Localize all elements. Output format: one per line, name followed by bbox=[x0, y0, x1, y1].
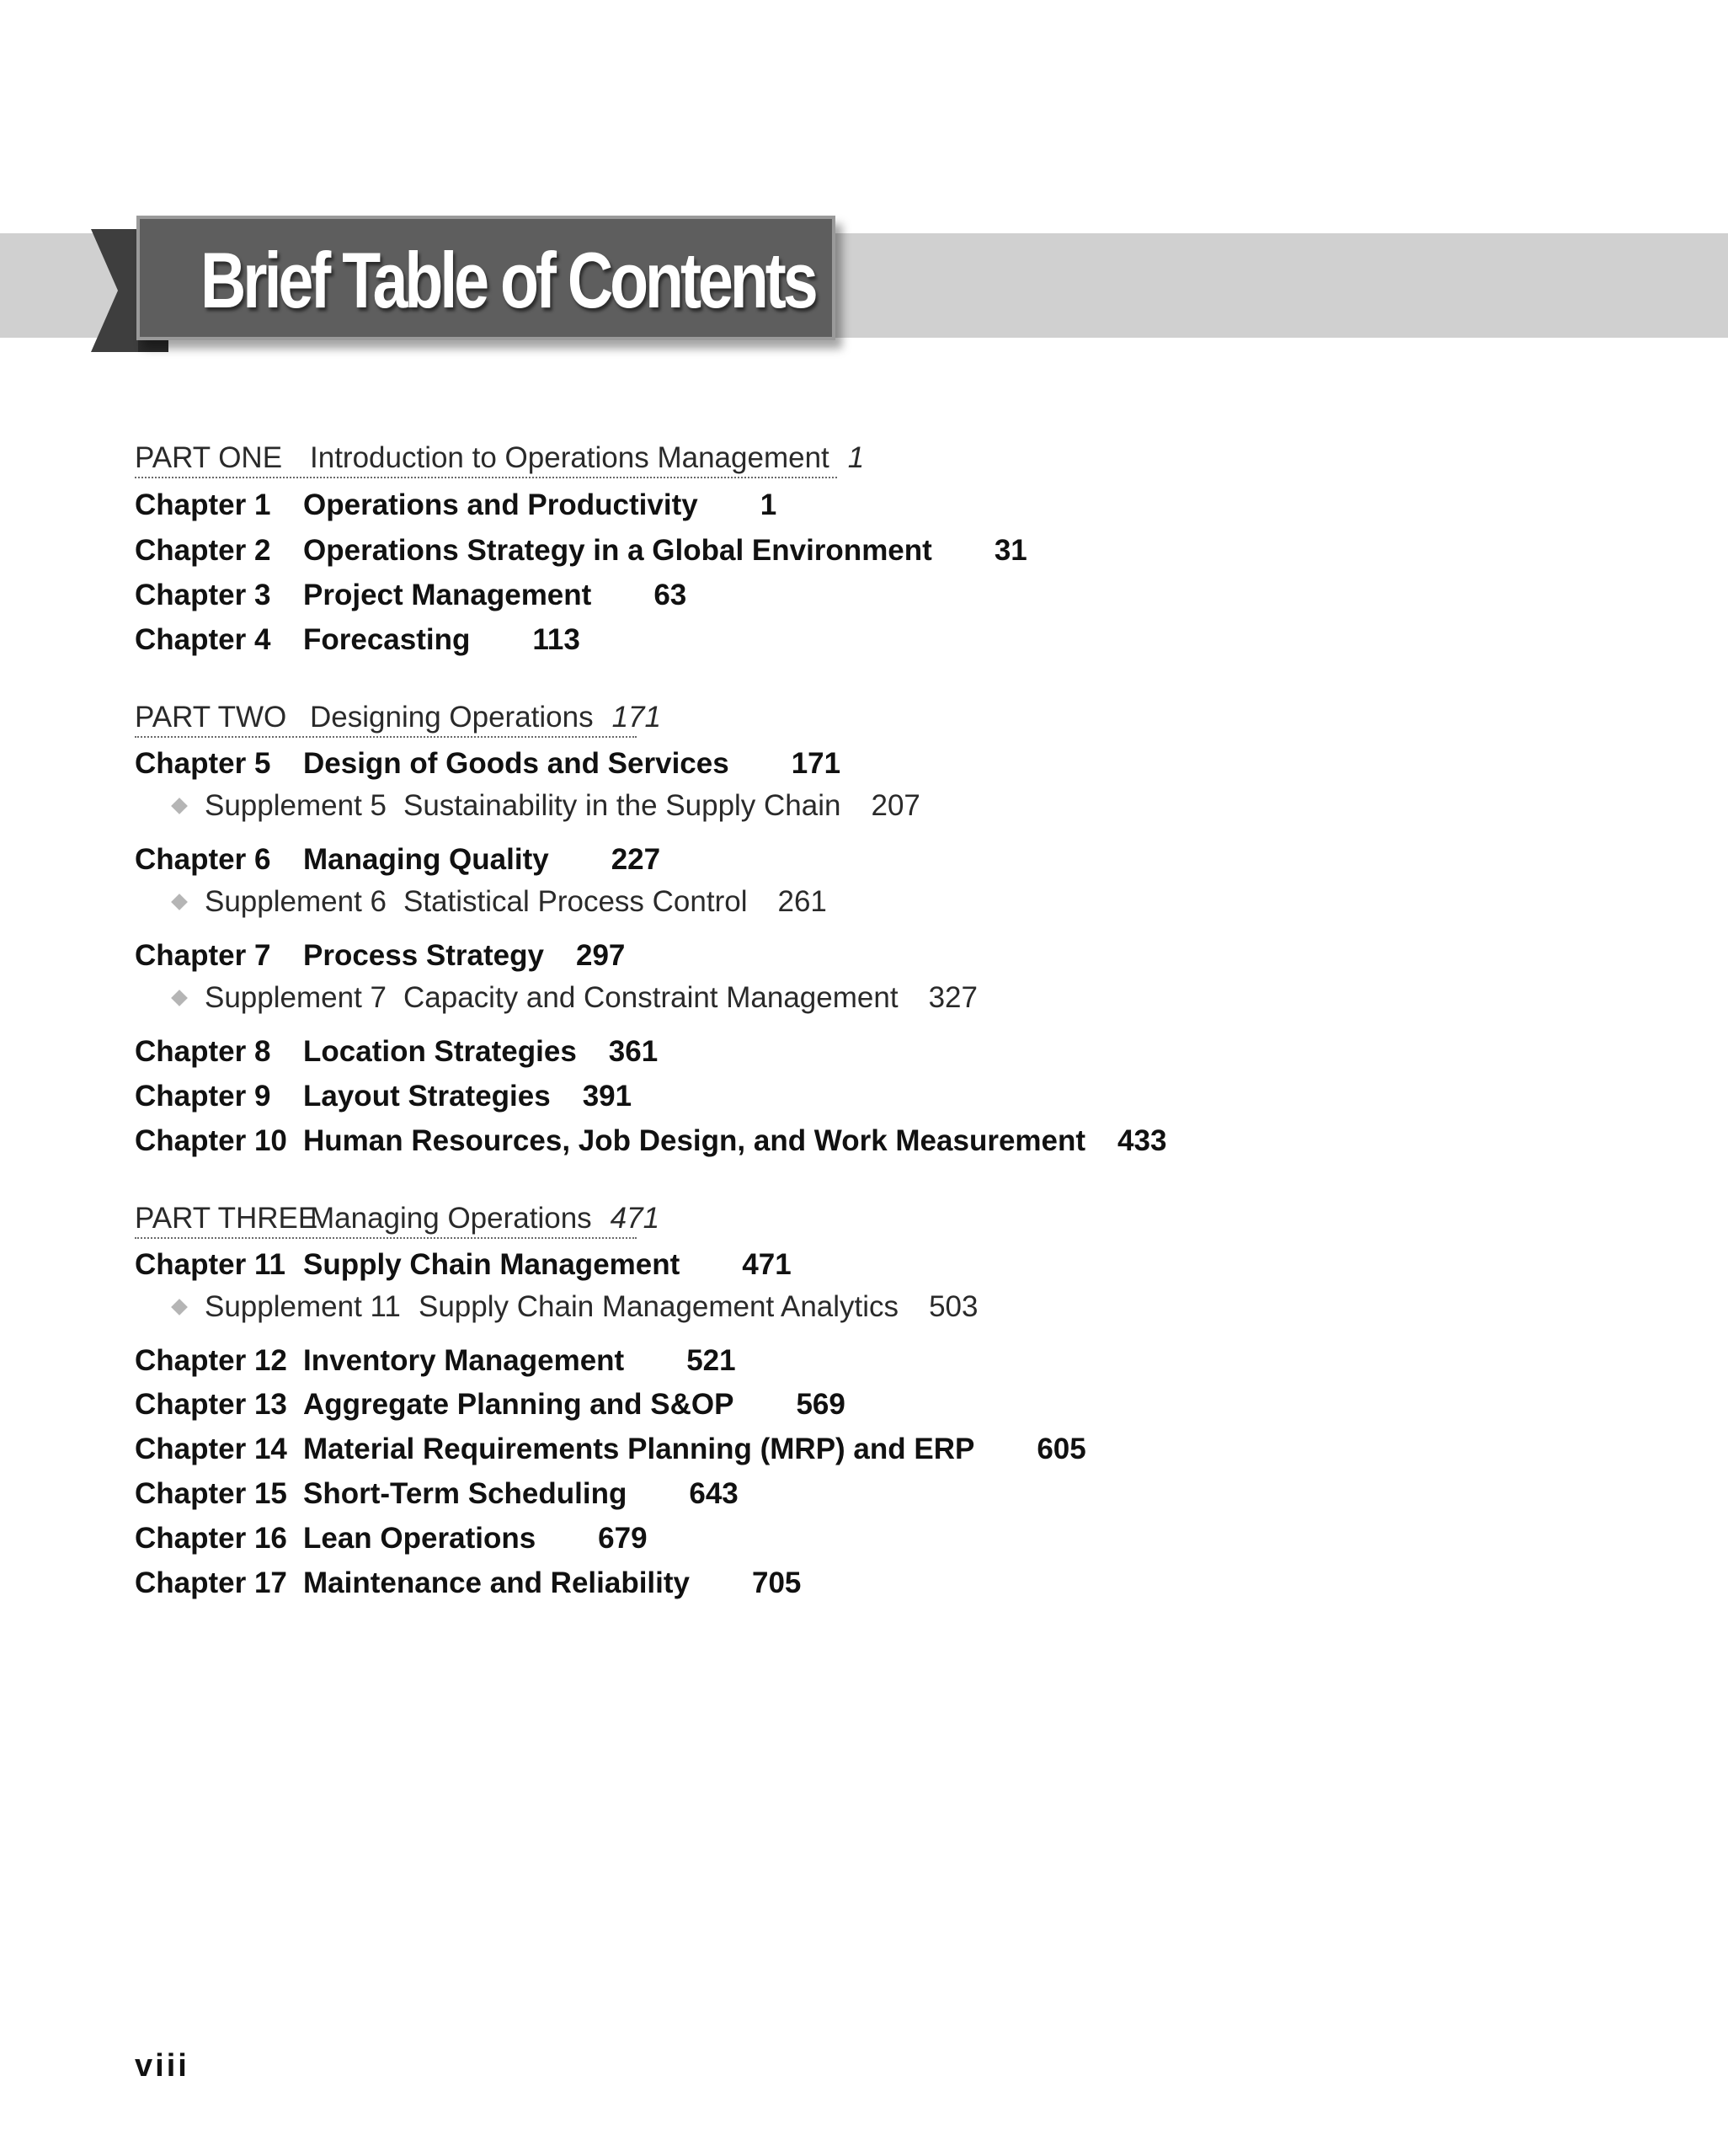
part-page: 471 bbox=[610, 1202, 660, 1235]
dotted-underline bbox=[135, 477, 837, 478]
chapter-title: Managing Quality bbox=[303, 843, 549, 876]
supplement-title: Sustainability in the Supply Chain bbox=[403, 789, 841, 822]
chapter-label: Chapter 1 bbox=[135, 488, 271, 521]
chapter-label: Chapter 4 bbox=[135, 623, 271, 656]
supplement-page: 261 bbox=[777, 885, 827, 918]
chapter-label: Chapter 13 bbox=[135, 1388, 287, 1421]
chapter-title: Project Management bbox=[303, 579, 592, 611]
part-title-wrap bbox=[310, 436, 864, 480]
chapter-label: Chapter 12 bbox=[135, 1344, 287, 1377]
chapter-page: 391 bbox=[582, 1080, 632, 1113]
chapter-page: 433 bbox=[1117, 1124, 1167, 1157]
supplement-page: 503 bbox=[929, 1290, 979, 1323]
dotted-underline bbox=[135, 736, 637, 738]
part-label: PART TWO bbox=[135, 701, 287, 734]
chapter-title: Forecasting bbox=[303, 623, 471, 656]
chapter-title: Maintenance and Reliability bbox=[303, 1566, 690, 1599]
chapter-page: 569 bbox=[796, 1388, 845, 1421]
chapter-label: Chapter 17 bbox=[135, 1566, 287, 1599]
dotted-underline bbox=[135, 1237, 637, 1239]
chapter-title-wrap bbox=[303, 574, 686, 617]
supplement-title: Statistical Process Control bbox=[403, 885, 748, 918]
chapter-title-wrap bbox=[303, 934, 625, 978]
chapter-label: Chapter 8 bbox=[135, 1035, 271, 1068]
supplement-page: 207 bbox=[871, 789, 920, 822]
part-page: 171 bbox=[611, 701, 661, 734]
chapter-page: 171 bbox=[791, 747, 841, 780]
chapter-label: Chapter 16 bbox=[135, 1522, 287, 1555]
chapter-title-wrap bbox=[303, 1339, 736, 1383]
supplement-label: Supplement 11 bbox=[205, 1290, 401, 1323]
part-label: PART THREE bbox=[135, 1202, 318, 1235]
chapter-title: Material Requirements Planning (MRP) and ERP bbox=[303, 1433, 975, 1465]
chapter-title: Layout Strategies bbox=[303, 1080, 551, 1113]
supplement-title-wrap bbox=[403, 880, 827, 924]
chapter-page: 113 bbox=[532, 623, 580, 656]
chapter-label: Chapter 14 bbox=[135, 1433, 287, 1465]
chapter-page: 361 bbox=[608, 1035, 659, 1068]
chapter-title: Operations Strategy in a Global Environment bbox=[303, 534, 932, 567]
chapter-title-wrap bbox=[303, 618, 580, 662]
diamond-bullet-icon bbox=[171, 990, 188, 1006]
diamond-bullet-icon bbox=[171, 798, 188, 814]
chapter-title-wrap bbox=[303, 742, 840, 786]
chapter-label: Chapter 9 bbox=[135, 1080, 271, 1113]
chapter-page: 297 bbox=[575, 939, 626, 972]
supplement-label: Supplement 5 bbox=[205, 789, 387, 822]
chapter-title-wrap bbox=[303, 529, 1027, 573]
chapter-title-wrap bbox=[303, 838, 660, 882]
page-title: Brief Table of Contents bbox=[200, 236, 815, 324]
chapter-title-wrap bbox=[303, 1383, 845, 1427]
chapter-title: Short-Term Scheduling bbox=[303, 1477, 627, 1510]
chapter-title-wrap bbox=[303, 1243, 792, 1287]
chapter-title: Operations and Productivity bbox=[303, 488, 698, 521]
chapter-title: Inventory Management bbox=[303, 1344, 625, 1377]
part-title-wrap bbox=[310, 696, 661, 739]
chapter-title: Supply Chain Management bbox=[303, 1248, 680, 1281]
part-label: PART ONE bbox=[135, 441, 283, 474]
supplement-page: 327 bbox=[928, 981, 978, 1014]
chapter-page: 471 bbox=[742, 1248, 792, 1281]
chapter-title-wrap bbox=[303, 1119, 1166, 1163]
part-title: Managing Operations bbox=[310, 1202, 592, 1235]
chapter-page: 643 bbox=[689, 1477, 739, 1510]
chapter-title-wrap bbox=[303, 483, 776, 527]
chapter-label: Chapter 6 bbox=[135, 843, 271, 876]
supplement-label: Supplement 7 bbox=[205, 981, 387, 1014]
chapter-title-wrap bbox=[303, 1561, 801, 1605]
chapter-page: 605 bbox=[1037, 1433, 1086, 1465]
chapter-page: 521 bbox=[686, 1344, 736, 1377]
diamond-bullet-icon bbox=[171, 1299, 188, 1315]
page-number: viii bbox=[135, 2048, 189, 2084]
chapter-title-wrap bbox=[303, 1428, 1086, 1471]
chapter-page: 679 bbox=[598, 1522, 648, 1555]
part-title-wrap bbox=[310, 1197, 659, 1241]
supplement-label: Supplement 6 bbox=[205, 885, 387, 918]
part-title: Introduction to Operations Management bbox=[310, 441, 829, 474]
part-title: Designing Operations bbox=[310, 701, 594, 734]
supplement-title-wrap bbox=[403, 784, 920, 828]
chapter-title-wrap bbox=[303, 1517, 648, 1561]
chapter-title-wrap bbox=[303, 1472, 739, 1516]
chapter-title-wrap bbox=[303, 1075, 632, 1118]
chapter-page: 227 bbox=[611, 843, 661, 876]
chapter-page: 1 bbox=[760, 488, 777, 521]
chapter-label: Chapter 11 bbox=[135, 1248, 285, 1281]
chapter-title: Design of Goods and Services bbox=[303, 747, 729, 780]
chapter-title: Process Strategy bbox=[303, 939, 544, 972]
chapter-label: Chapter 3 bbox=[135, 579, 271, 611]
supplement-title: Supply Chain Management Analytics bbox=[419, 1290, 899, 1323]
chapter-title: Human Resources, Job Design, and Work Measurement bbox=[303, 1124, 1086, 1157]
chapter-title: Location Strategies bbox=[303, 1035, 577, 1068]
chapter-label: Chapter 2 bbox=[135, 534, 271, 567]
supplement-title-wrap bbox=[403, 976, 978, 1020]
chapter-label: Chapter 15 bbox=[135, 1477, 287, 1510]
supplement-title: Capacity and Constraint Management bbox=[403, 981, 899, 1014]
part-page: 1 bbox=[847, 441, 865, 474]
chapter-label: Chapter 5 bbox=[135, 747, 271, 780]
chapter-page: 31 bbox=[994, 534, 1027, 567]
chapter-label: Chapter 7 bbox=[135, 939, 271, 972]
chapter-label: Chapter 10 bbox=[135, 1124, 287, 1157]
chapter-title: Aggregate Planning and S&OP bbox=[303, 1388, 734, 1421]
chapter-page: 63 bbox=[653, 579, 687, 611]
chapter-page: 705 bbox=[752, 1566, 802, 1599]
diamond-bullet-icon bbox=[171, 894, 188, 910]
supplement-title-wrap bbox=[419, 1285, 978, 1329]
chapter-title: Lean Operations bbox=[303, 1522, 536, 1555]
chapter-title-wrap bbox=[303, 1030, 658, 1074]
